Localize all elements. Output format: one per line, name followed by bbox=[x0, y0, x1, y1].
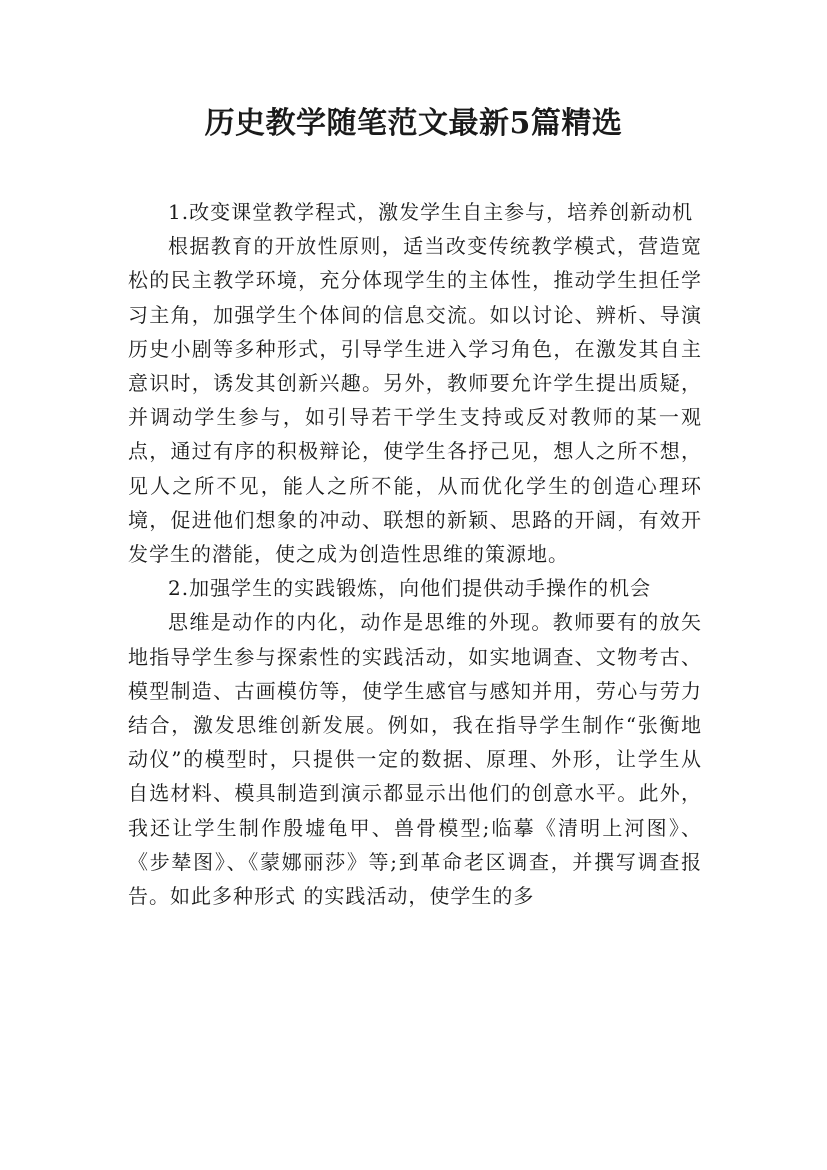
section-heading-2: 2.加强学生的实践锻炼，向他们提供动手操作的机会 bbox=[168, 576, 652, 601]
body-paragraph-1: 根据教育的开放性原则，适当改变传统教学模式，营造宽松的民主教学环境，充分体现学生的主体性，推动学生担任学习主角，加强学生个体间的信息交流。如以讨论、辨析、导演历史小剧等多种形式，引导学生进入学习角色，在激发其自主意识时，诱发其创新兴趣。另外，教师要允许学生提出质疑，并调动学生参与，如引导若干学生支持或反对教师的某一观点，通过有序的积极辩论，使学生各抒己见，想人之所不想，见人之所不见，能人之所不能，从而优化学生的创造心理环境，促进他们想象的冲动、联想的新颖、思路的开阔，有效开发学生的潜能，使之成为创造性思维的策源地。 bbox=[128, 234, 702, 567]
section-heading-1: 1.改变课堂教学程式，激发学生自主参与，培养创新动机 bbox=[168, 200, 694, 224]
body-paragraph-2: 思维是动作的内化，动作是思维的外现。教师要有的放矢地指导学生参与探索性的实践活动，如实地调查、文物考古、模型制造、古画模仿等，使学生感官与感知并用，劳心与劳力结合，激发思维创新发展。例如，我在指导学生制作“张衡地动仪”的模型时，只提供一定的数据、原理、外形，让学生从自选材料、模具制造到演示都显示出他们的创意水平。此外，我还让学生制作殷墟龟甲、兽骨模型;临摹《清明上河图》、《步辇图》、《蒙娜丽莎》等;到革命老区调查，并撰写调查报告。如此多种形式 的实践活动，使学生的多 bbox=[128, 610, 702, 909]
document-body bbox=[128, 195, 702, 913]
document-title: 历史教学随笔范文最新5篇精选 bbox=[204, 106, 623, 141]
